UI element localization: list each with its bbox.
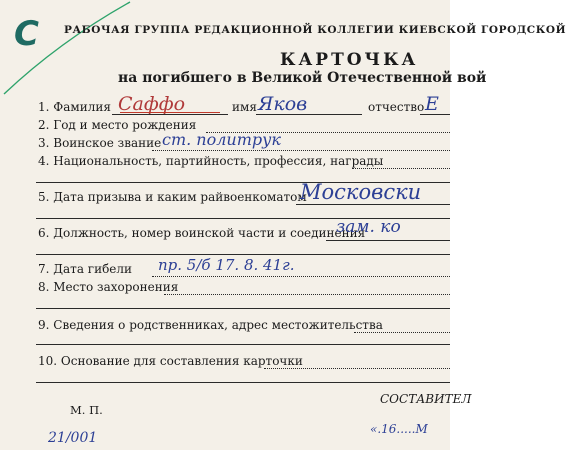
name-value: Яков (258, 93, 308, 115)
death-date-value: пр. 5/б 17. 8. 41г. (158, 256, 295, 274)
field-3-line (152, 150, 450, 151)
field-10-label: 10. Основание для составления карточки (38, 354, 303, 368)
field-6-line (326, 240, 450, 241)
field-10-line (264, 368, 450, 369)
surname-red-underline (120, 112, 220, 113)
compiler-label: СОСТАВИТЕЛ (380, 392, 472, 406)
field-9-line (354, 332, 450, 333)
field-row-6 (0, 217, 450, 244)
field-row-8 (0, 280, 450, 298)
field-6-label: 6. Должность, номер воинской части и соединения (38, 226, 366, 240)
field-1-label: 1. Фамилия (38, 100, 111, 114)
field-7-label: 7. Дата гибели (38, 262, 133, 276)
field-9-extra-line (36, 344, 450, 345)
card-title: КАРТОЧКА (280, 50, 419, 70)
stamp-place-label: М. П. (70, 403, 103, 417)
field-row-4 (0, 154, 450, 172)
surname-value: Саффо (118, 93, 186, 115)
handwritten-letter: С (14, 14, 39, 54)
field-row-5 (0, 180, 450, 208)
field-row-3 (0, 130, 450, 154)
field-4-label: 4. Национальность, партийность, профессия, награды (38, 154, 384, 168)
name-line (256, 114, 362, 115)
field-5-line (296, 204, 450, 205)
position-value: зам. ко (336, 217, 401, 237)
compiled-date: «.16.....М (370, 422, 428, 436)
field-9-label: 9. Сведения о родственниках, адрес местожительства (38, 318, 383, 332)
card-subtitle: на погибшего в Великой Отечественной вой (118, 70, 487, 86)
field-8-line (164, 294, 450, 295)
field-6-extra-line (36, 254, 450, 255)
field-7-line (152, 276, 450, 277)
field-2-label: 2. Год и место рождения (38, 118, 197, 132)
field-8-extra-line (36, 308, 450, 309)
field-row-10 (0, 354, 450, 372)
patronymic-value: Е (425, 93, 439, 115)
field-row-1 (0, 93, 450, 118)
name-label: имя (232, 100, 257, 114)
field-3-label: 3. Воинское звание (38, 136, 162, 150)
field-8-label: 8. Место захоронения (38, 280, 179, 294)
field-row-9 (0, 318, 450, 336)
organization-header: РАБОЧАЯ ГРУППА РЕДАКЦИОННОЙ КОЛЛЕГИИ КИЕВСКОЙ ГОРОДСКОЙ (64, 24, 566, 36)
bottom-handwriting: 21/001 (48, 430, 98, 446)
field-5-label: 5. Дата призыва и каким райвоенкоматом (38, 190, 307, 204)
rank-value: ст. политрук (162, 130, 281, 149)
field-4-line (352, 168, 450, 169)
field-row-7 (0, 256, 450, 280)
patronymic-line (420, 114, 450, 115)
field-10-extra-line (36, 382, 450, 383)
patronymic-label: отчество (368, 100, 425, 114)
surname-line (112, 114, 228, 115)
draft-office-value: Московски (300, 180, 422, 204)
